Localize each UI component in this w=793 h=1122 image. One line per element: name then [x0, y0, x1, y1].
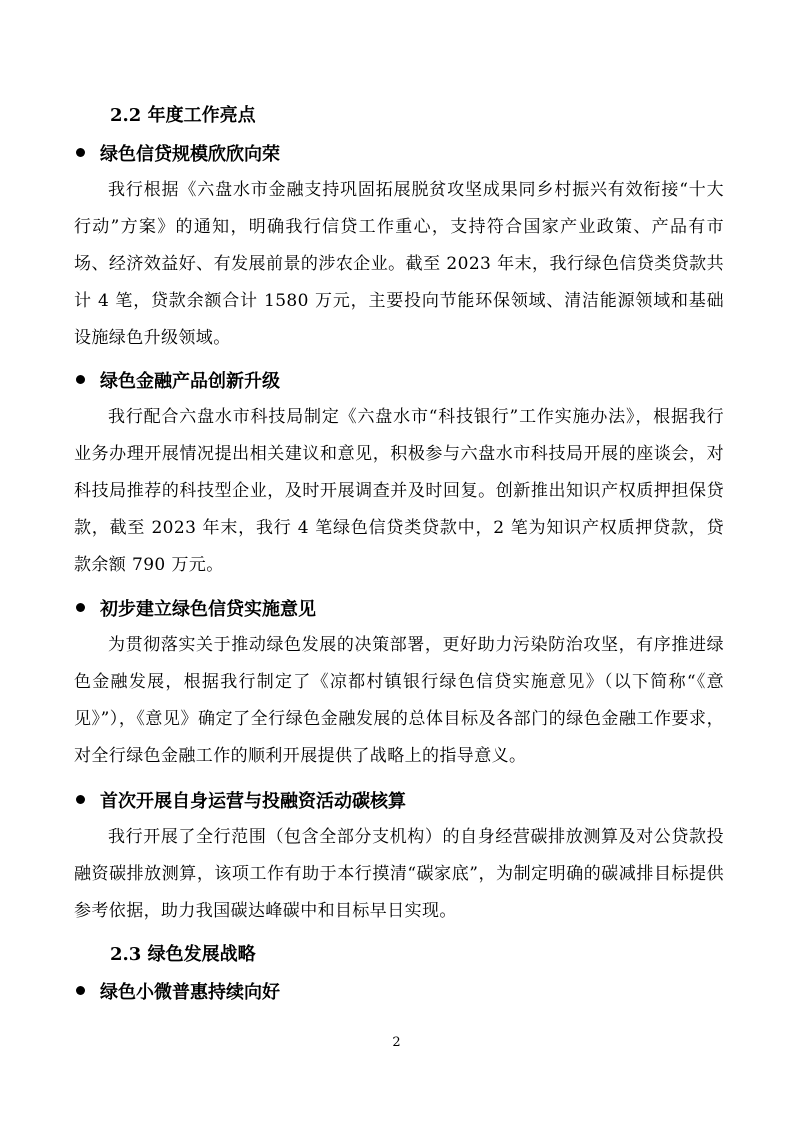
bullet-heading	[76, 370, 280, 394]
bullet-dot-icon	[76, 986, 85, 995]
page-number: 2	[392, 1035, 401, 1050]
bullet-heading-text: 绿色小微普惠持续向好	[100, 982, 280, 1003]
paragraph-text: 我行根据《六盘水市金融支持巩固拓展脱贫攻坚成果同乡村振兴有效衔接“十大行动”方案》的通知，明确我行信贷工作重心，支持符合国家产业政策、产品有市场、经济效益好、有发展前景的涉农企业。截至 2023 年末，我行绿色信贷类贷款共计 4 笔，贷款余额合计 1580 万元，主要投向节能环保领域、清洁能源领域和基础设施绿色升级领域。	[74, 180, 724, 348]
bullet-heading	[76, 790, 406, 814]
bullet-dot-icon	[76, 148, 85, 157]
bullet-dot-icon	[76, 375, 85, 384]
bullet-dot-icon	[76, 795, 85, 804]
section-heading: 2.2 年度工作亮点	[110, 105, 256, 126]
bullet-heading-text: 首次开展自身运营与投融资活动碳核算	[100, 791, 406, 812]
bullet-heading-text: 初步建立绿色信贷实施意见	[100, 599, 316, 620]
bullet-heading	[76, 143, 280, 167]
bullet-dot-icon	[76, 603, 85, 612]
bullet-heading-text: 绿色金融产品创新升级	[100, 371, 280, 392]
paragraph-text: 为贯彻落实关于推动绿色发展的决策部署，更好助力污染防治攻坚，有序推进绿色金融发展，根据我行制定了《凉都村镇银行绿色信贷实施意见》（以下简称“《意见》”），《意见》确定了全行绿色金融发展的总体目标及各部门的绿色金融工作要求，对全行绿色金融工作的顺利开展提供了战略上的指导意义。	[74, 635, 724, 766]
paragraph-text: 我行开展了全行范围（包含全部分支机构）的自身经营碳排放测算及对公贷款投融资碳排放测算，该项工作有助于本行摸清“碳家底”，为制定明确的碳减排目标提供参考依据，助力我国碳达峰碳中和目标早日实现。	[74, 827, 724, 921]
section-heading: 2.3 绿色发展战略	[110, 944, 256, 965]
paragraph	[74, 172, 724, 357]
paragraph	[74, 627, 724, 775]
paragraph	[74, 399, 724, 584]
bullet-heading	[76, 981, 280, 1005]
bullet-heading-text: 绿色信贷规模欣欣向荣	[100, 144, 280, 165]
paragraph-text: 我行配合六盘水市科技局制定《六盘水市“科技银行”工作实施办法》，根据我行业务办理开展情况提出相关建议和意见，积极参与六盘水市科技局开展的座谈会，对科技局推荐的科技型企业，及时开展调查并及时回复。创新推出知识产权质押担保贷款，截至 2023 年末，我行 4 笔绿色信贷类贷款中，2 笔为知识产权质押贷款，贷款余额 790 万元。	[74, 407, 724, 575]
paragraph	[74, 819, 724, 930]
bullet-heading	[76, 598, 316, 622]
